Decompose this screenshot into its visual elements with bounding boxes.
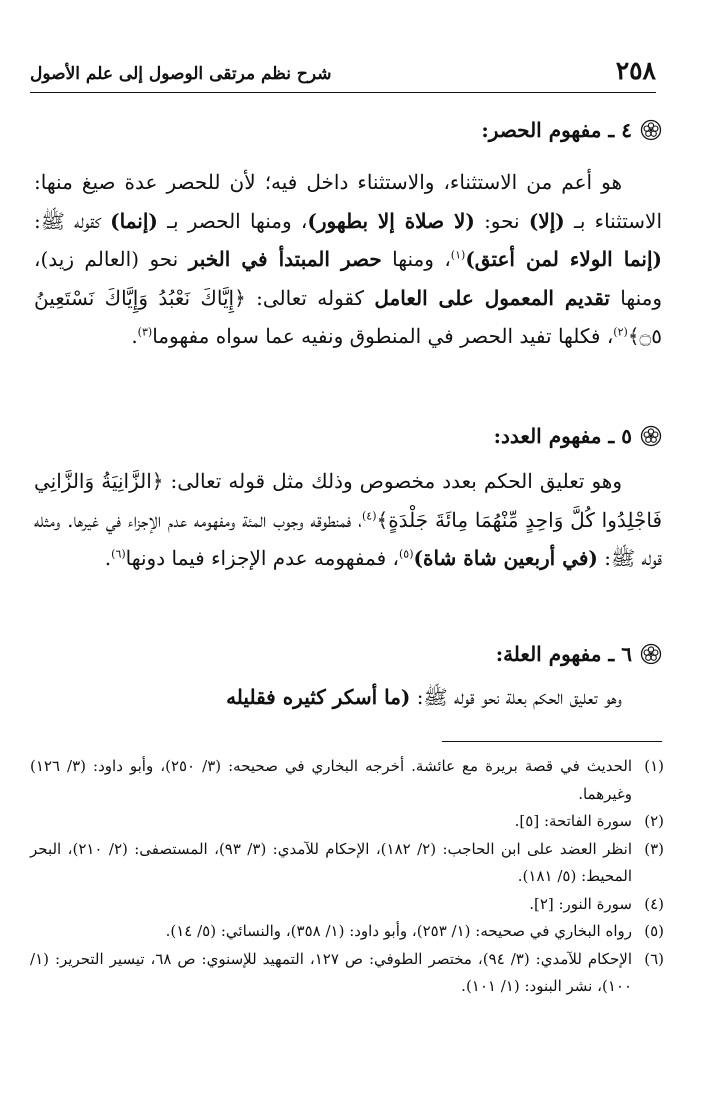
footnote-number: (١) xyxy=(644,757,664,775)
footnote-ref: (٣) xyxy=(137,325,153,339)
quran-verse: ﴿الزَّانِيَةُ وَالزَّانِي فَاجْلِدُوا كُلَّ وَاحِدٍ مِّنْهُمَا مِائَةَ جَلْدَةٍ﴾ xyxy=(34,469,663,532)
flower-ornament-icon xyxy=(640,643,662,665)
footnote-separator xyxy=(442,741,662,742)
footnote xyxy=(30,753,664,808)
footnote xyxy=(30,808,664,836)
footnote xyxy=(30,946,664,1001)
section-heading xyxy=(34,424,662,448)
quran-verse: ﴿إِيَّاكَ نَعْبُدُ وَإِيَّاكَ نَسْتَعِينُ ۝٥﴾ xyxy=(34,285,662,348)
flower-ornament-icon xyxy=(640,119,662,141)
footnote-ref: (١) xyxy=(450,248,466,262)
section-illa xyxy=(34,642,662,717)
heading-text: ٤ ـ مفهوم الحصر: xyxy=(481,118,632,142)
page-number: ٢٥٨ xyxy=(615,56,656,85)
footnote-text: الحديث في قصة بريرة مع عائشة. أخرجه البخاري في صحيحه: (٣/ ٢٥٠)، وأبو داود: (٣/ ١٢٦) وغيرهما. xyxy=(30,757,632,803)
section-heading xyxy=(34,118,662,142)
footnote-text: انظر العضد على ابن الحاجب: (٢/ ١٨٢)، الإحكام للآمدي: (٣/ ٩٣)، المستصفى: (٢/ ٢١٠)، البحر المحيط: (٥/ ١٨١). xyxy=(30,839,633,885)
footnote-number: (٦) xyxy=(644,949,664,968)
footnote xyxy=(30,836,664,891)
footnote-text: الإحكام للآمدي: (٣/ ٩٤)، مختصر الطوفي: ص ١٢٧، التمهيد للإسنوي: ص ٦٨، تيسير التحرير: (١/ ١٠٠)، نشر البنود: (١/ ١٠١). xyxy=(30,949,633,995)
footnote xyxy=(30,918,664,946)
section-hasr xyxy=(34,118,662,356)
running-header xyxy=(30,52,656,93)
footnote-text: رواه البخاري في صحيحه: (١/ ٢٥٣)، وأبو داود: (١/ ٣٥٨)، والنسائي: (٥/ ١٤). xyxy=(165,922,632,940)
heading-text: ٥ ـ مفهوم العدد: xyxy=(493,424,632,448)
footnote-ref: (٢) xyxy=(613,325,628,339)
flower-ornament-icon xyxy=(640,425,662,447)
footnote-ref: (٦) xyxy=(111,547,126,561)
footnote-ref: (٥) xyxy=(398,547,414,561)
footnote-number: (٤) xyxy=(644,894,664,913)
footnote-text: سورة الفاتحة: [٥]. xyxy=(514,812,632,830)
footnote xyxy=(30,891,664,919)
heading-text: ٦ ـ مفهوم العلة: xyxy=(495,642,632,666)
footnotes xyxy=(30,753,664,1001)
footnote-number: (٢) xyxy=(644,812,664,830)
paragraph: وهو تعليق الحكم بعلة نحو قوله ﷺ: (ما أسكر كثيره فقليله xyxy=(226,685,622,709)
running-title: شرح نظم مرتقى الوصول إلى علم الأصول xyxy=(30,64,332,84)
paragraph: هو أعم من الاستثناء، والاستثناء داخل فيه؛ لأن للحصر عدة صيغ منها: الاستثناء بـ (إلا) نحو: (لا صلاة إلا بطهور)، ومنها الحصر بـ (إنما) كقوله ﷺ: (إنما الولاء لمن أعتق)$^{(١)}$، ومنها حصر المبتدأ في الخبر نحو (العالم زيد)، ومنها تقديم المعمول على العامل كقوله تعالى: ﴿إِيَّاكَ نَعْبُدُ وَإِيَّاكَ نَسْتَعِينُ ۝٥﴾$^{(٢)}$، فكلها تفيد الحصر في المنطوق ونفيه عما سواه مفهوما$^{(٣)}$. xyxy=(34,170,663,348)
paragraph: وهو تعليق الحكم بعدد مخصوص وذلك مثل قوله تعالى: ﴿الزَّانِيَةُ وَالزَّانِي فَاجْلِدُوا كُلَّ وَاحِدٍ مِّنْهُمَا مِائَةَ جَلْدَةٍ﴾$^{(٤)}$، فمنطوقه وجوب المئة ومفهومه عدم الإجزاء في غيرها. ومثله قوله ﷺ: (في أربعين شاة شاة)$^{(٥)}$، فمفهومه عدم الإجزاء فيما دونها$^{(٦)}$. xyxy=(34,469,663,570)
footnote-number: (٣) xyxy=(644,839,664,858)
footnote-number: (٥) xyxy=(644,922,664,940)
section-heading xyxy=(34,642,662,666)
footnote-ref: (٤) xyxy=(361,508,377,522)
section-adad xyxy=(34,424,662,578)
footnote-text: سورة النور: [٢]. xyxy=(529,894,632,913)
